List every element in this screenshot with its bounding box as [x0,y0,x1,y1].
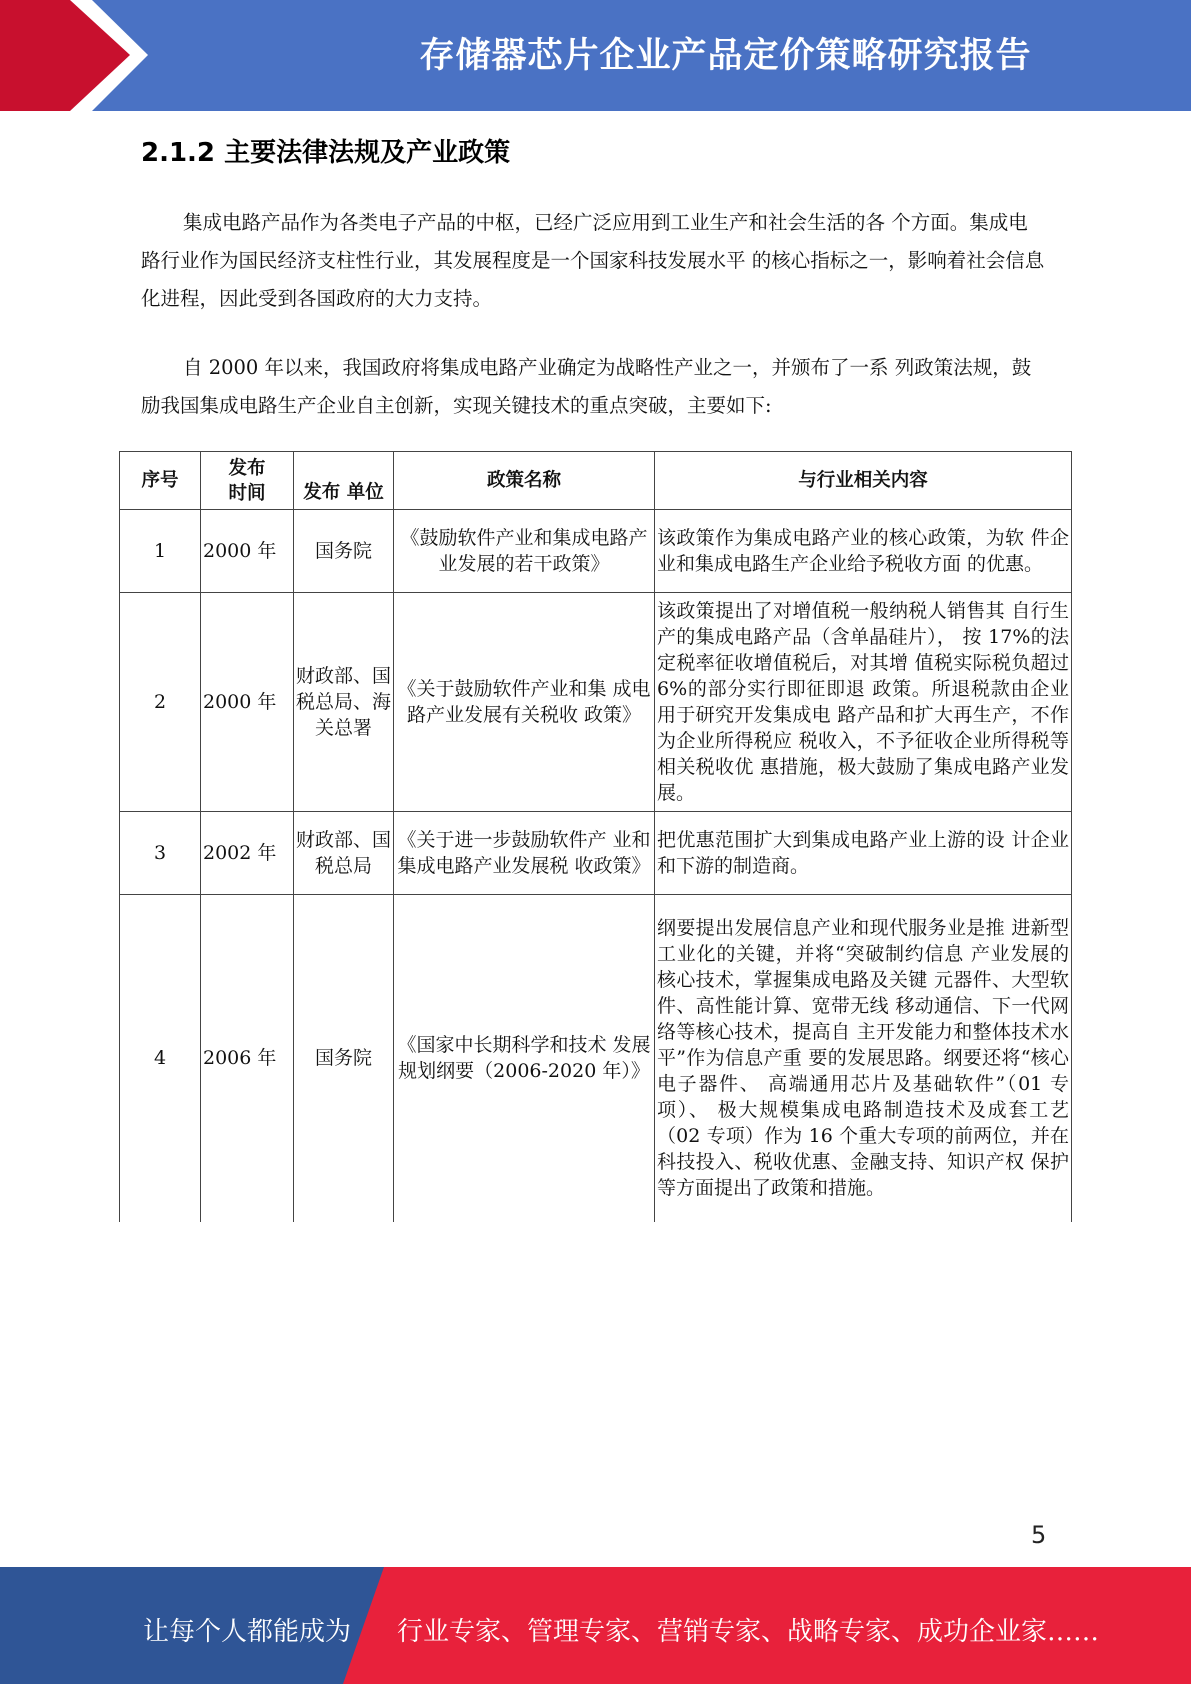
cell-name: 《鼓励软件产业和集成电路产业发展的若干政策》 [394,510,655,593]
paragraph-1: 集成电路产品作为各类电子产品的中枢，已经广泛应用到工业生产和社会生活的各 个方面。集成电路行业作为国民经济支柱性行业，其发展程度是一个国家科技发展水平 的核心指标之一，影响着社会信息化进程，因此受到各国政府的大力支持。 [141,211,1045,310]
header-time-text: 发布 时间 [228,457,266,504]
cell-content: 纲要提出发展信息产业和现代服务业是推 进新型工业化的关键，并将“突破制约信息 产业发展的核心技术，掌握集成电路及关键 元器件、大型软件、高性能计算、宽带无线 移动通信、下一代网络等核心技术，提高自 主开发能力和整体技术水平”作为信息产重 要的发展思路。纲要还将“核心电子器件、 高端通用芯片及基础软件”（01 专项）、 极大规模集成电路制造技术及成套工艺（02 专项）作为 16 个重大专项的前两位，并在 科技投入、税收优惠、金融支持、知识产权 保护等方面提出了政策和措施。 [655,895,1072,1222]
report-title: 存储器芯片企业产品定价策略研究报告 [419,36,1032,76]
cell-unit: 财政部、国税总局、海关总署 [294,593,394,812]
header-arrow-icon [0,0,160,111]
section-heading: 2.1.2 主要法律法规及产业政策 [141,138,511,168]
cell-no: 3 [120,812,201,895]
cell-time: 2000 年 [201,510,294,593]
cell-name: 《关于鼓励软件产业和集 成电路产业发展有关税收 政策》 [394,593,655,812]
table-row [120,812,1072,895]
cell-name: 《关于进一步鼓励软件产 业和集成电路产业发展税 收政策》 [394,812,655,895]
header-no: 序号 [120,452,201,510]
cell-content: 该政策提出了对增值税一般纳税人销售其 自行生产的集成电路产品（含单晶硅片）， 按 17%的法定税率征收增值税后，对其增 值税实际税负超过 6%的部分实行即征即退 政策。所退税款由企业用于研究开发集成电 路产品和扩大再生产，不作为企业所得税应 税收入，不予征收企业所得税等相关税收优 惠措施，极大鼓励了集成电路产业发展。 [655,593,1072,812]
footer-slogan-right: 行业专家、管理专家、营销专家、战略专家、成功企业家…… [397,1617,1100,1647]
policy-table [119,451,1072,1222]
cell-content: 把优惠范围扩大到集成电路产业上游的设 计企业和下游的制造商。 [655,812,1072,895]
table-row [120,593,1072,812]
cell-name: 《国家中长期科学和技术 发展规划纲要（2006-2020 年）》 [394,895,655,1222]
cell-time: 2000 年 [201,593,294,812]
page-number: 5 [1031,1521,1047,1549]
page-footer [0,1567,1191,1684]
cell-unit: 财政部、国税总局 [294,812,394,895]
cell-no: 1 [120,510,201,593]
header-unit: 发布 单位 [294,452,394,510]
cell-no: 4 [120,895,201,1222]
cell-time: 2006 年 [201,895,294,1222]
table-row [120,510,1072,593]
table-row [120,895,1072,1222]
header-content: 与行业相关内容 [655,452,1072,510]
header-name: 政策名称 [394,452,655,510]
cell-content: 该政策作为集成电路产业的核心政策，为软 件企业和集成电路生产企业给予税收方面 的优惠。 [655,510,1072,593]
cell-unit: 国务院 [294,895,394,1222]
cell-no: 2 [120,593,201,812]
footer-slogan-left: 让每个人都能成为 [143,1617,352,1647]
cell-unit: 国务院 [294,510,394,593]
header-time [201,452,294,510]
page-header [0,0,1191,111]
paragraph-2: 自 2000 年以来，我国政府将集成电路产业确定为战略性产业之一，并颁布了一系 列政策法规，鼓励我国集成电路生产企业自主创新，实现关键技术的重点突破，主要如下: [141,356,1032,417]
table-header-row [120,452,1072,510]
cell-time: 2002 年 [201,812,294,895]
